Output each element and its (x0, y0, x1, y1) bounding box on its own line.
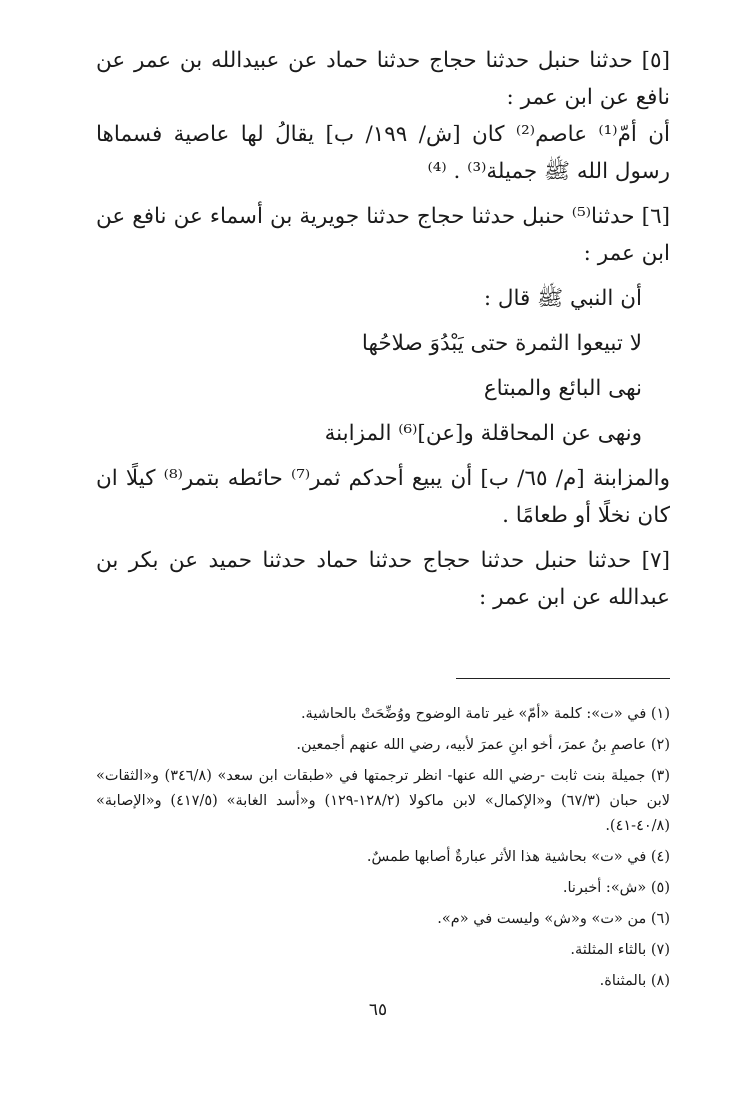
footnote-2: (٢) عاصمِ بنُ عمرَ، أخو ابنِ عمرَ لأبيه، رضي الله عنهم أجمعين. (296, 737, 670, 753)
footnote-5: (٥) «ش»: أخبرنا. (562, 880, 670, 896)
hadith-5-isnad: [٥] حدثنا حنبل حدثنا حجاج حدثنا حماد عن عبيدالله بن عمر عن نافع عن ابن عمر : (96, 48, 670, 110)
footnote-4: (٤) في «ت» بحاشية هذا الأثر عبارةٌ أصابها طمسٌ. (366, 849, 670, 865)
page-number: ٦٥ (368, 1000, 388, 1020)
footnote-3: (٣) جميلة بنت ثابت -رضي الله عنها- انظر ترجمتها في «طبقات ابن سعد» (٣٤٦/٨) و«الثقات» لابن حبان (٦٧/٣) و«الإكمال» لابن ماكولا (١٢٨/٢-١٢٩) و«أسد الغابة» (٤١٧/٥) و«الإصابة» (٤٠/٨-٤١). (96, 768, 671, 834)
footnote-7: (٧) بالثاء المثلثة. (570, 942, 670, 958)
footnotes (96, 702, 670, 994)
footnote-1: (١) في «ت»: كلمة «أمّ» غير تامة الوضوح ووُضِّحَتْ بالحاشية. (300, 706, 670, 722)
hadith-6-explanation: والمزابنة [م/ ٦٥/ ب] أن يبيع أحدكم ثمر⁽⁷⁾ حائطه بتمر⁽⁸⁾ كيلًا ان كان نخلًا أو طعامًا . (96, 466, 671, 528)
main-text (96, 42, 670, 616)
book-page (96, 42, 670, 1082)
hadith-6-line-2: نهى البائع والمبتاع (483, 376, 642, 401)
hadith-6-line-3: ونهى عن المحاقلة و[عن]⁽⁶⁾ المزابنة (324, 421, 642, 446)
hadith-6-line-1: لا تبيعوا الثمرة حتى يَبْدُوَ صلاحُها (361, 331, 642, 356)
hadith-6-isnad: [٦] حدثنا⁽⁵⁾ حنبل حدثنا حجاج حدثنا جويرية بن أسماء عن نافع عن ابن عمر : (96, 204, 671, 266)
footnote-6: (٦) من «ت» و«ش» وليست في «م». (437, 911, 670, 927)
hadith-6-intro: أن النبي ﷺ قال : (483, 286, 642, 311)
footnote-8: (٨) بالمثناة. (599, 973, 670, 989)
hadith-5-matn: أن أمّ⁽¹⁾ عاصم⁽²⁾ كان [ش/ ١٩٩/ ب] يقالُ لها عاصية فسماها رسول الله ﷺ جميلة⁽³⁾ . ⁽⁴⁾ (96, 122, 670, 184)
footnote-divider (456, 678, 670, 679)
hadith-7-isnad: [٧] حدثنا حنبل حدثنا حجاج حدثنا حماد حدثنا حميد عن بكر بن عبدالله عن ابن عمر : (96, 548, 670, 610)
